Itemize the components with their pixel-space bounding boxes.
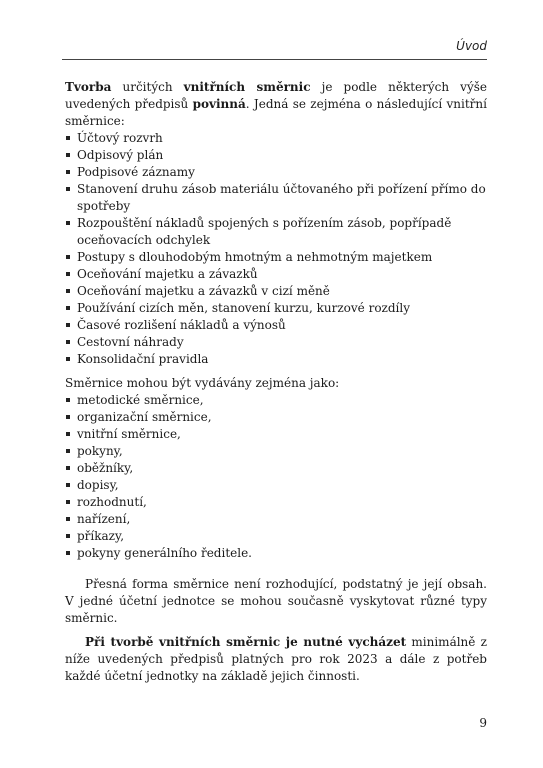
list-item: dopisy,: [65, 477, 487, 494]
intro-bold-mandatory: povinná: [192, 97, 246, 111]
list-item: oběžníky,: [65, 460, 487, 477]
list-item: metodické směrnice,: [65, 392, 487, 409]
page-body: [65, 79, 487, 685]
spacer: [65, 562, 487, 576]
list-item: Oceňování majetku a závazků: [65, 266, 487, 283]
basis-bold-lead: Při tvorbě vnitřních směrnic je nutné vycházet: [85, 635, 407, 649]
list-item: Oceňování majetku a závazků v cizí měně: [65, 283, 487, 300]
directive-forms-list: [65, 392, 487, 562]
page-number: 9: [479, 716, 487, 730]
list-item: Postupy s dlouhodobým hmotným a nehmotným majetkem: [65, 249, 487, 266]
spacer: [65, 368, 487, 375]
basis-text: minimálně z níže uvedených předpisů platných pro rok 2023 a dále z potřeb každé účetní jednotky na základě jejich činnosti.: [65, 635, 487, 683]
spacer: [65, 627, 487, 634]
directive-forms-intro: Směrnice mohou být vydávány zejména jako:: [65, 376, 340, 390]
intro-text-2: je podle některých výše uvedených předpisů: [65, 80, 488, 111]
list-item: Stanovení druhu zásob materiálu účtovaného při pořízení přímo do spotřeby: [65, 181, 487, 215]
list-item: Rozpouštění nákladů spojených s pořízením zásob, popřípadě oceňovacích odchylek: [65, 215, 487, 249]
intro-text-3: . Jedná se zejména o následující vnitřní směrnice:: [65, 97, 487, 128]
list-item: příkazy,: [65, 528, 487, 545]
list-item: Časové rozlišení nákladů a výnosů: [65, 317, 487, 334]
list-item: rozhodnutí,: [65, 494, 487, 511]
list-item: Účtový rozvrh: [65, 130, 487, 147]
list-item: pokyny generálního ředitele.: [65, 545, 487, 562]
form-paragraph: Přesná forma směrnice není rozhodující, podstatný je její obsah. V jedné účetní jednotce se mohou současně vyskytovat různé typy směrnic.: [65, 577, 487, 625]
intro-bold-tvorba: Tvorba: [65, 80, 112, 94]
intro-text-1: určitých: [111, 80, 184, 94]
running-header-title: Úvod: [456, 39, 487, 53]
list-item: pokyny,: [65, 443, 487, 460]
intro-bold-directives: vnitřních směrnic: [183, 80, 311, 94]
list-item: nařízení,: [65, 511, 487, 528]
header-rule: [62, 59, 487, 60]
list-item: organizační směrnice,: [65, 409, 487, 426]
list-item: Používání cizích měn, stanovení kurzu, kurzové rozdíly: [65, 300, 487, 317]
list-item: Podpisové záznamy: [65, 164, 487, 181]
intro-paragraph: [65, 79, 487, 130]
list-item: Odpisový plán: [65, 147, 487, 164]
list-item: Cestovní náhrady: [65, 334, 487, 351]
list-item: Konsolidační pravidla: [65, 351, 487, 368]
list-item: vnitřní směrnice,: [65, 426, 487, 443]
mandatory-directives-list: [65, 130, 487, 368]
basis-paragraph: [65, 634, 487, 685]
